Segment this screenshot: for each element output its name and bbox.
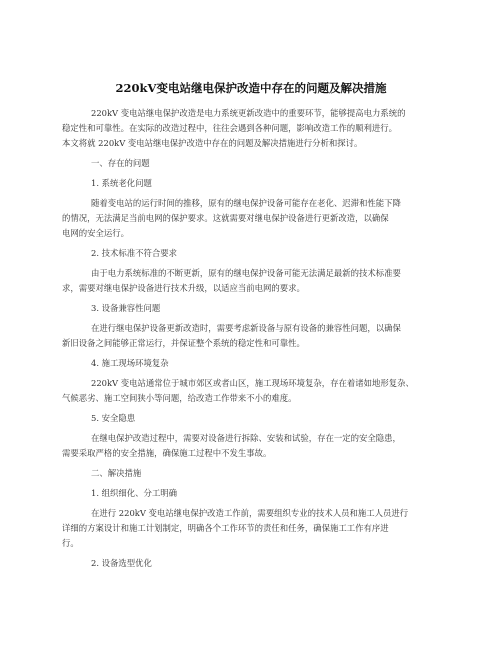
text-line: 在进行 220kV 变电站继电保护改造工作前，需要组织专业的技术人员和施工人员进行 [91,508,409,518]
text-line: 5. 安全隐患 [91,413,136,423]
text-line: 求，需要对继电保护设备进行技术升级，以适应当前电网的要求。 [62,283,305,293]
text-line: 1. 组织细化、分工明确 [91,488,178,498]
text-line: 二、解决措施 [91,468,142,478]
text-line: 在进行继电保护设备更新改造时，需要考虑新设备与原有设备的兼容性问题，以确保 [91,323,401,333]
text-line: 1. 系统老化问题 [91,178,152,188]
document-title: 220kV变电站继电保护改造中存在的问题及解决措施 [115,81,387,95]
text-line: 4. 施工现场环境复杂 [91,358,169,368]
text-line: 由于电力系统标准的不断更新，原有的继电保护设备可能无法满足最新的技术标准要 [91,268,401,278]
text-line: 的情况，无法满足当前电网的保护要求。这就需要对继电保护设备进行更新改造，以确保 [62,213,389,223]
text-line: 本文将就 220kV 变电站继电保护改造中存在的问题及解决措施进行分析和探讨。 [62,138,363,148]
text-line: 气候恶劣、施工空间狭小等问题，给改造工作带来不小的难度。 [62,393,297,403]
text-line: 2. 技术标准不符合要求 [91,248,178,258]
text-line: 220kV 变电站通常位于城市郊区或者山区，施工现场环境复杂，存在着诸如地形复杂、 [91,378,414,388]
text-line: 新旧设备之间能够正常运行，并保证整个系统的稳定性和可靠性。 [62,338,305,348]
text-line: 随着变电站的运行时间的推移，原有的继电保护设备可能存在老化、迟滞和性能下降 [91,198,401,208]
text-line: 详细的方案设计和施工计划制定，明确各个工作环节的责任和任务，确保施工工作有序进 [62,523,389,533]
text-line: 3. 设备兼容性问题 [91,303,161,313]
text-line: 稳定性和可靠性。在实际的改造过程中，往往会遇到各种问题，影响改造工作的顺利进行。 [62,123,397,133]
text-line: 电网的安全运行。 [62,228,129,238]
text-line: 一、存在的问题 [91,158,150,168]
text-line: 2. 设备选型优化 [91,558,152,568]
text-line: 需要采取严格的安全措施，确保施工过程中不发生事故。 [62,448,272,458]
text-line: 220kV 变电站继电保护改造是电力系统更新改造中的重要环节，能够提高电力系统的 [91,108,406,118]
text-line: 行。 [62,538,79,548]
text-line: 在继电保护改造过程中，需要对设备进行拆除、安装和试验，存在一定的安全隐患， [91,433,401,443]
